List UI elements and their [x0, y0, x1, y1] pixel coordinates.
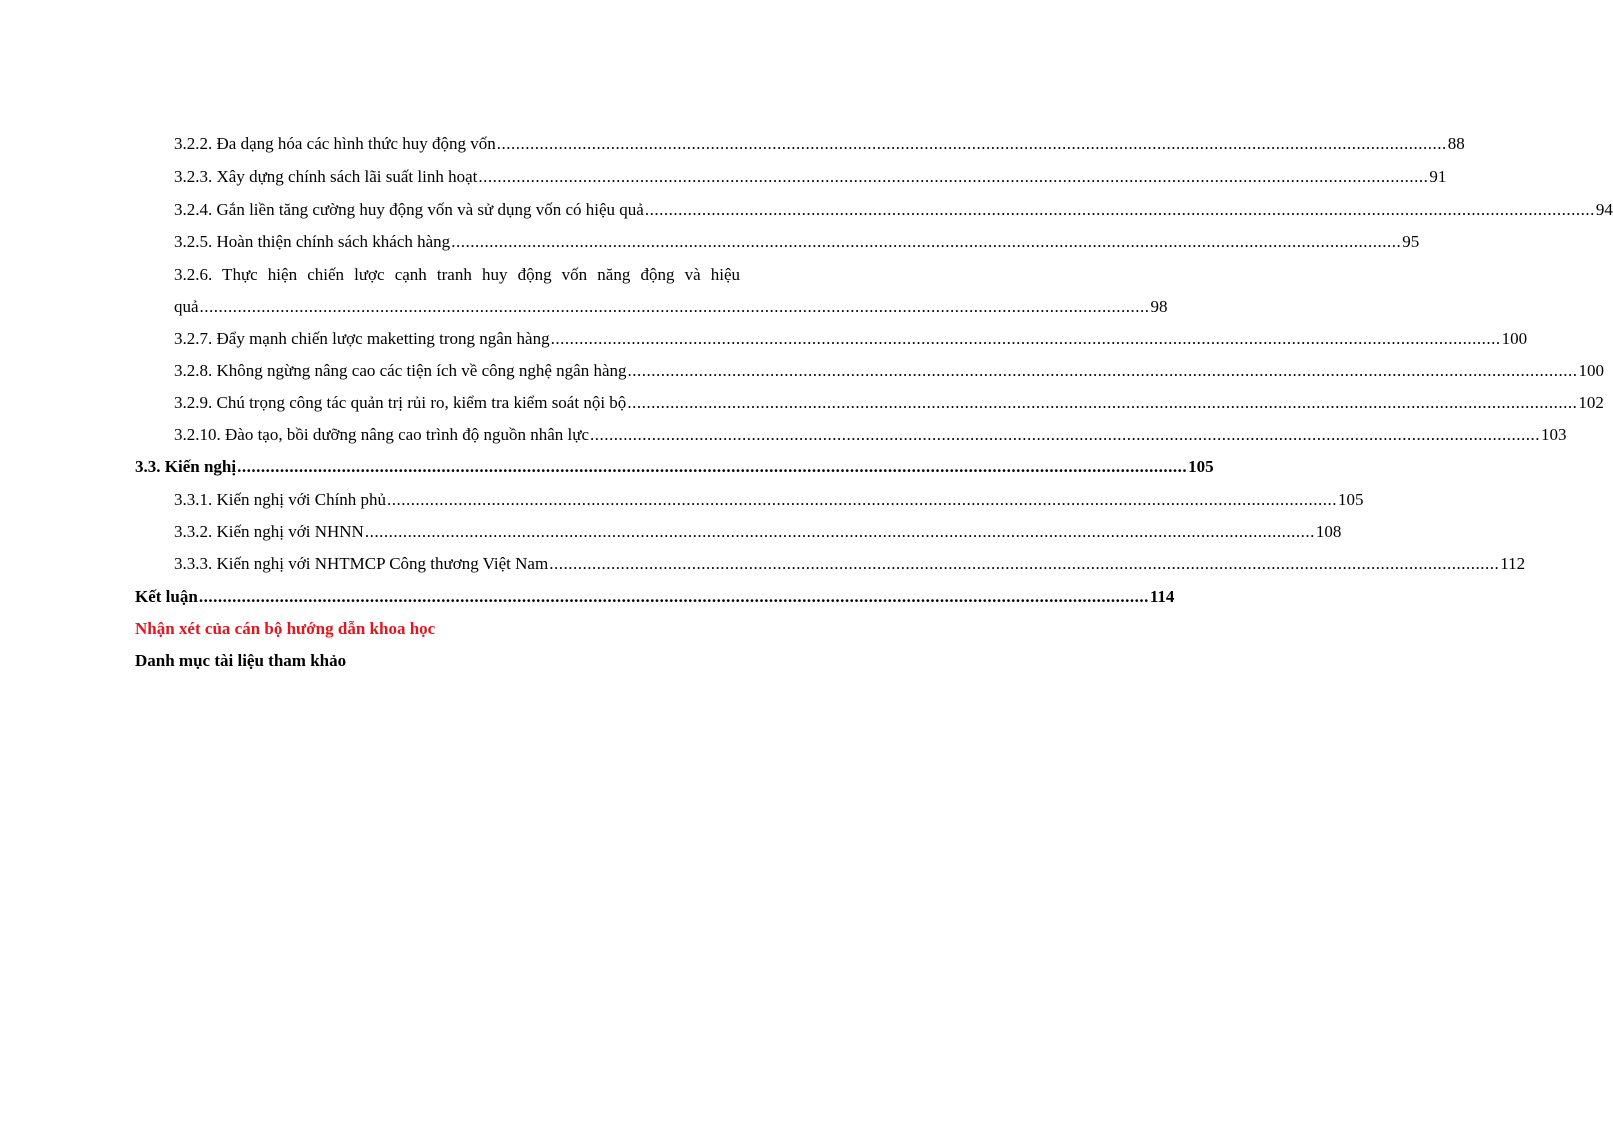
dot-leader: ........................................................................................................................................................................................................ [496, 134, 1447, 153]
toc-entry-label: 3.2.10. Đào tạo, bồi dưỡng nâng cao trình độ nguồn nhân lực [174, 425, 590, 444]
dot-leader: ........................................................................................................................................................................................................ [237, 457, 1188, 476]
toc-reviewer-comments: Nhận xét của cán bộ hướng dẫn khoa học [135, 619, 436, 638]
toc-entry-label: Kết luận [135, 587, 198, 606]
dot-leader: ........................................................................................................................................................................................................ [364, 522, 1315, 541]
toc-page-number: 105 [1188, 457, 1214, 476]
toc-entry-label: 3.3.1. Kiến nghị với Chính phủ [174, 490, 387, 509]
dot-leader: ........................................................................................................................................................................................................ [451, 232, 1402, 251]
dot-leader: ........................................................................................................................................................................................................ [590, 425, 1541, 444]
toc-page-number: 114 [1149, 587, 1175, 606]
toc-entry-3-2-6-line1: 3.2.6. Thực hiện chiến lược cạnh tranh huy động vốn năng động và hiệu [174, 265, 740, 284]
toc-entry-label: 3.2.2. Đa dạng hóa các hình thức huy động vốn [174, 134, 496, 153]
dot-leader: ........................................................................................................................................................................................................ [387, 490, 1338, 509]
toc-entry-label: 3.3.2. Kiến nghị với NHNN [174, 522, 364, 541]
toc-page-number: 102 [1578, 393, 1604, 412]
toc-entry-3-2-4 [174, 199, 1613, 221]
toc-page-number: 103 [1541, 425, 1567, 444]
toc-page-number: 108 [1315, 522, 1342, 541]
toc-entry-label: quả [174, 297, 199, 316]
toc-entry-3-2-9 [174, 392, 1604, 414]
toc-entry-label: 3.2.7. Đẩy mạnh chiến lược maketting trong ngân hàng [174, 329, 550, 348]
toc-page-number: 98 [1150, 297, 1168, 316]
toc-entry-label: 3.2.8. Không ngừng nâng cao các tiện ích về công nghệ ngân hàng [174, 361, 627, 380]
toc-page-number: 105 [1338, 490, 1364, 509]
toc-section-ket-luan [135, 586, 1175, 608]
toc-entry-3-3-3 [174, 553, 1526, 575]
dot-leader: ........................................................................................................................................................................................................ [627, 361, 1578, 380]
toc-entry-3-2-10 [174, 424, 1567, 446]
toc-entry-3-2-8 [174, 360, 1605, 382]
dot-leader: ........................................................................................................................................................................................................ [627, 393, 1578, 412]
toc-entry-label: 3.3.3. Kiến nghị với NHTMCP Công thương Việt Nam [174, 554, 549, 573]
dot-leader: ........................................................................................................................................................................................................ [644, 200, 1595, 219]
toc-page-number: 100 [1578, 361, 1605, 380]
toc-entry-3-2-6 [174, 296, 1168, 318]
toc-entry-3-2-7 [174, 328, 1528, 350]
toc-entry-label: 3.2.9. Chú trọng công tác quản trị rủi ro, kiểm tra kiểm soát nội bộ [174, 393, 627, 412]
toc-entry-label: 3.2.5. Hoàn thiện chính sách khách hàng [174, 232, 451, 251]
toc-page-number: 100 [1501, 329, 1528, 348]
toc-entry-label: 3.2.3. Xây dựng chính sách lãi suất linh hoạt [174, 167, 478, 186]
toc-page-number: 91 [1429, 167, 1447, 186]
toc-entry-label: 3.3. Kiến nghị [135, 457, 237, 476]
dot-leader: ........................................................................................................................................................................................................ [549, 554, 1500, 573]
toc-page-number: 112 [1500, 554, 1526, 573]
toc-entry-3-2-5 [174, 231, 1420, 253]
toc-page-number: 88 [1447, 134, 1465, 153]
toc-page-number: 94 [1595, 200, 1613, 219]
dot-leader: ........................................................................................................................................................................................................ [478, 167, 1429, 186]
toc-entry-3-2-2 [174, 133, 1465, 155]
toc-entry-3-3-1 [174, 489, 1364, 511]
toc-references: Danh mục tài liệu tham khảo [135, 651, 347, 670]
toc-entry-3-2-3 [174, 166, 1447, 188]
toc-page-number: 95 [1402, 232, 1420, 251]
toc-entry-3-3-2 [174, 521, 1342, 543]
dot-leader: ........................................................................................................................................................................................................ [198, 587, 1149, 606]
toc-entry-label: 3.2.4. Gắn liền tăng cường huy động vốn và sử dụng vốn có hiệu quả [174, 200, 644, 219]
toc-section-3-3 [135, 456, 1214, 478]
dot-leader: ........................................................................................................................................................................................................ [199, 297, 1150, 316]
dot-leader: ........................................................................................................................................................................................................ [550, 329, 1501, 348]
